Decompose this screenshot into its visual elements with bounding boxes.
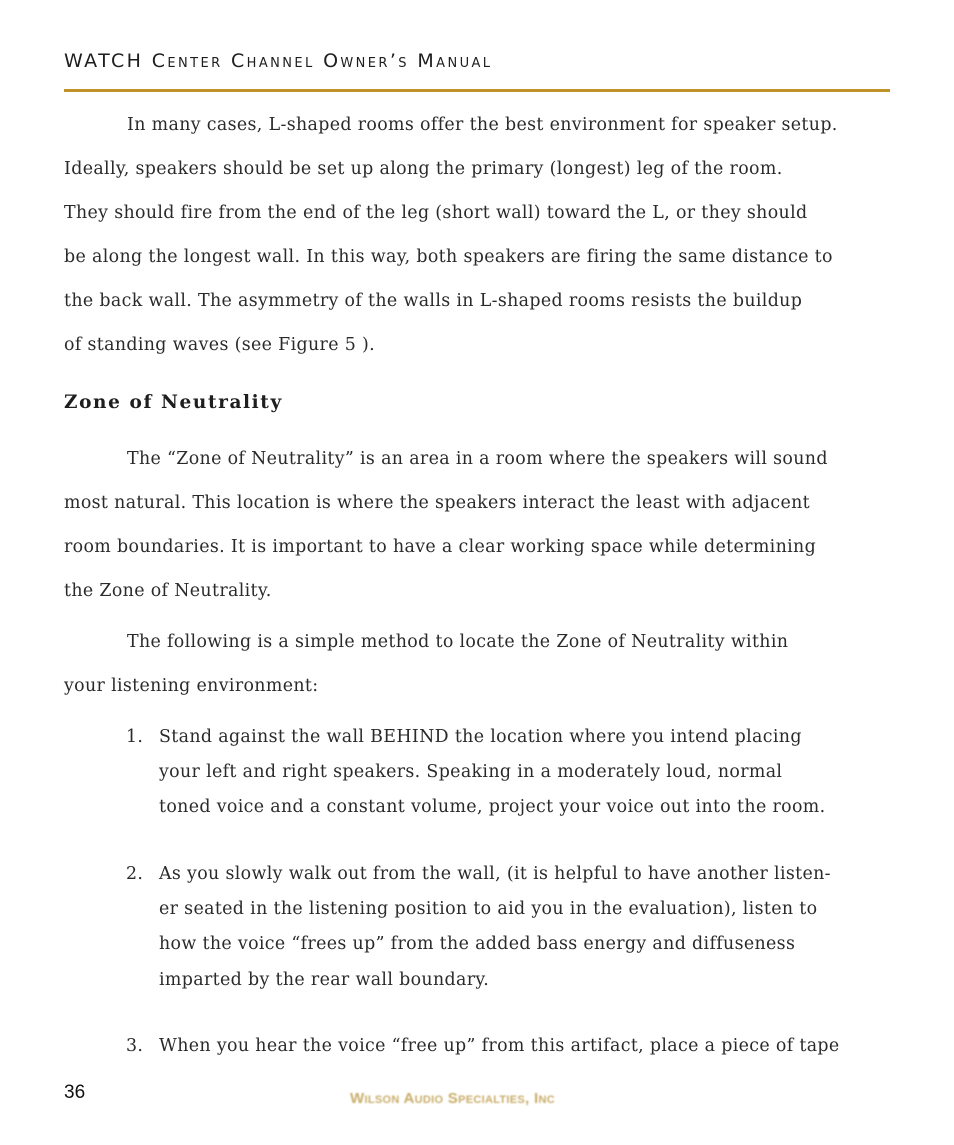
page-number: 36 bbox=[64, 1082, 86, 1103]
paragraph-line: In many cases, L-shaped rooms offer the best environment for speaker setup. bbox=[127, 115, 838, 135]
intro-paragraph bbox=[64, 103, 890, 367]
zone-description-paragraph bbox=[64, 437, 890, 613]
header-divider bbox=[64, 89, 890, 92]
paragraph-line: be along the longest wall. In this way, both speakers are firing the same distance to bbox=[64, 247, 833, 267]
running-header: WATCH Center Channel Owner’s Manual bbox=[64, 50, 493, 72]
list-item-step-1 bbox=[126, 720, 896, 826]
list-item-step-3 bbox=[126, 1029, 896, 1064]
paragraph-line: of standing waves (see Figure 5 ). bbox=[64, 335, 376, 355]
footer-brand-logo: Wilson Audio Specialties, Inc bbox=[350, 1090, 555, 1107]
list-line: your left and right speakers. Speaking in a moderately loud, normal bbox=[159, 762, 783, 783]
paragraph-line: The following is a simple method to locate the Zone of Neutrality within bbox=[127, 632, 789, 652]
section-heading: Zone of Neutrality bbox=[64, 392, 283, 413]
list-line: As you slowly walk out from the wall, (it is helpful to have another listen- bbox=[159, 864, 831, 884]
paragraph-line: your listening environment: bbox=[64, 676, 319, 696]
list-line: er seated in the listening position to aid you in the evaluation), listen to bbox=[159, 899, 818, 920]
list-line: imparted by the rear wall boundary. bbox=[159, 969, 490, 990]
paragraph-line: most natural. This location is where the speakers interact the least with adjacent bbox=[64, 493, 811, 513]
list-line: how the voice “frees up” from the added bass energy and diffuseness bbox=[159, 934, 796, 955]
paragraph-line: the back wall. The asymmetry of the walls in L-shaped rooms resists the buildup bbox=[64, 291, 803, 311]
list-line: When you hear the voice “free up” from this artifact, place a piece of tape bbox=[159, 1036, 840, 1056]
list-line: toned voice and a constant volume, project your voice out into the room. bbox=[159, 797, 826, 818]
paragraph-line: the Zone of Neutrality. bbox=[64, 581, 272, 601]
list-item-step-2 bbox=[126, 857, 896, 998]
paragraph-line: They should fire from the end of the leg (short wall) toward the L, or they should bbox=[64, 203, 808, 223]
list-number: 1. bbox=[126, 727, 144, 747]
method-intro-paragraph bbox=[64, 620, 890, 708]
paragraph-line: Ideally, speakers should be set up along the primary (longest) leg of the room. bbox=[64, 159, 783, 179]
paragraph-line: The “Zone of Neutrality” is an area in a room where the speakers will sound bbox=[127, 449, 828, 469]
paragraph-line: room boundaries. It is important to have a clear working space while determining bbox=[64, 537, 817, 557]
list-number: 3. bbox=[126, 1036, 144, 1056]
list-line: Stand against the wall BEHIND the location where you intend placing bbox=[159, 727, 802, 747]
list-number: 2. bbox=[126, 864, 144, 884]
